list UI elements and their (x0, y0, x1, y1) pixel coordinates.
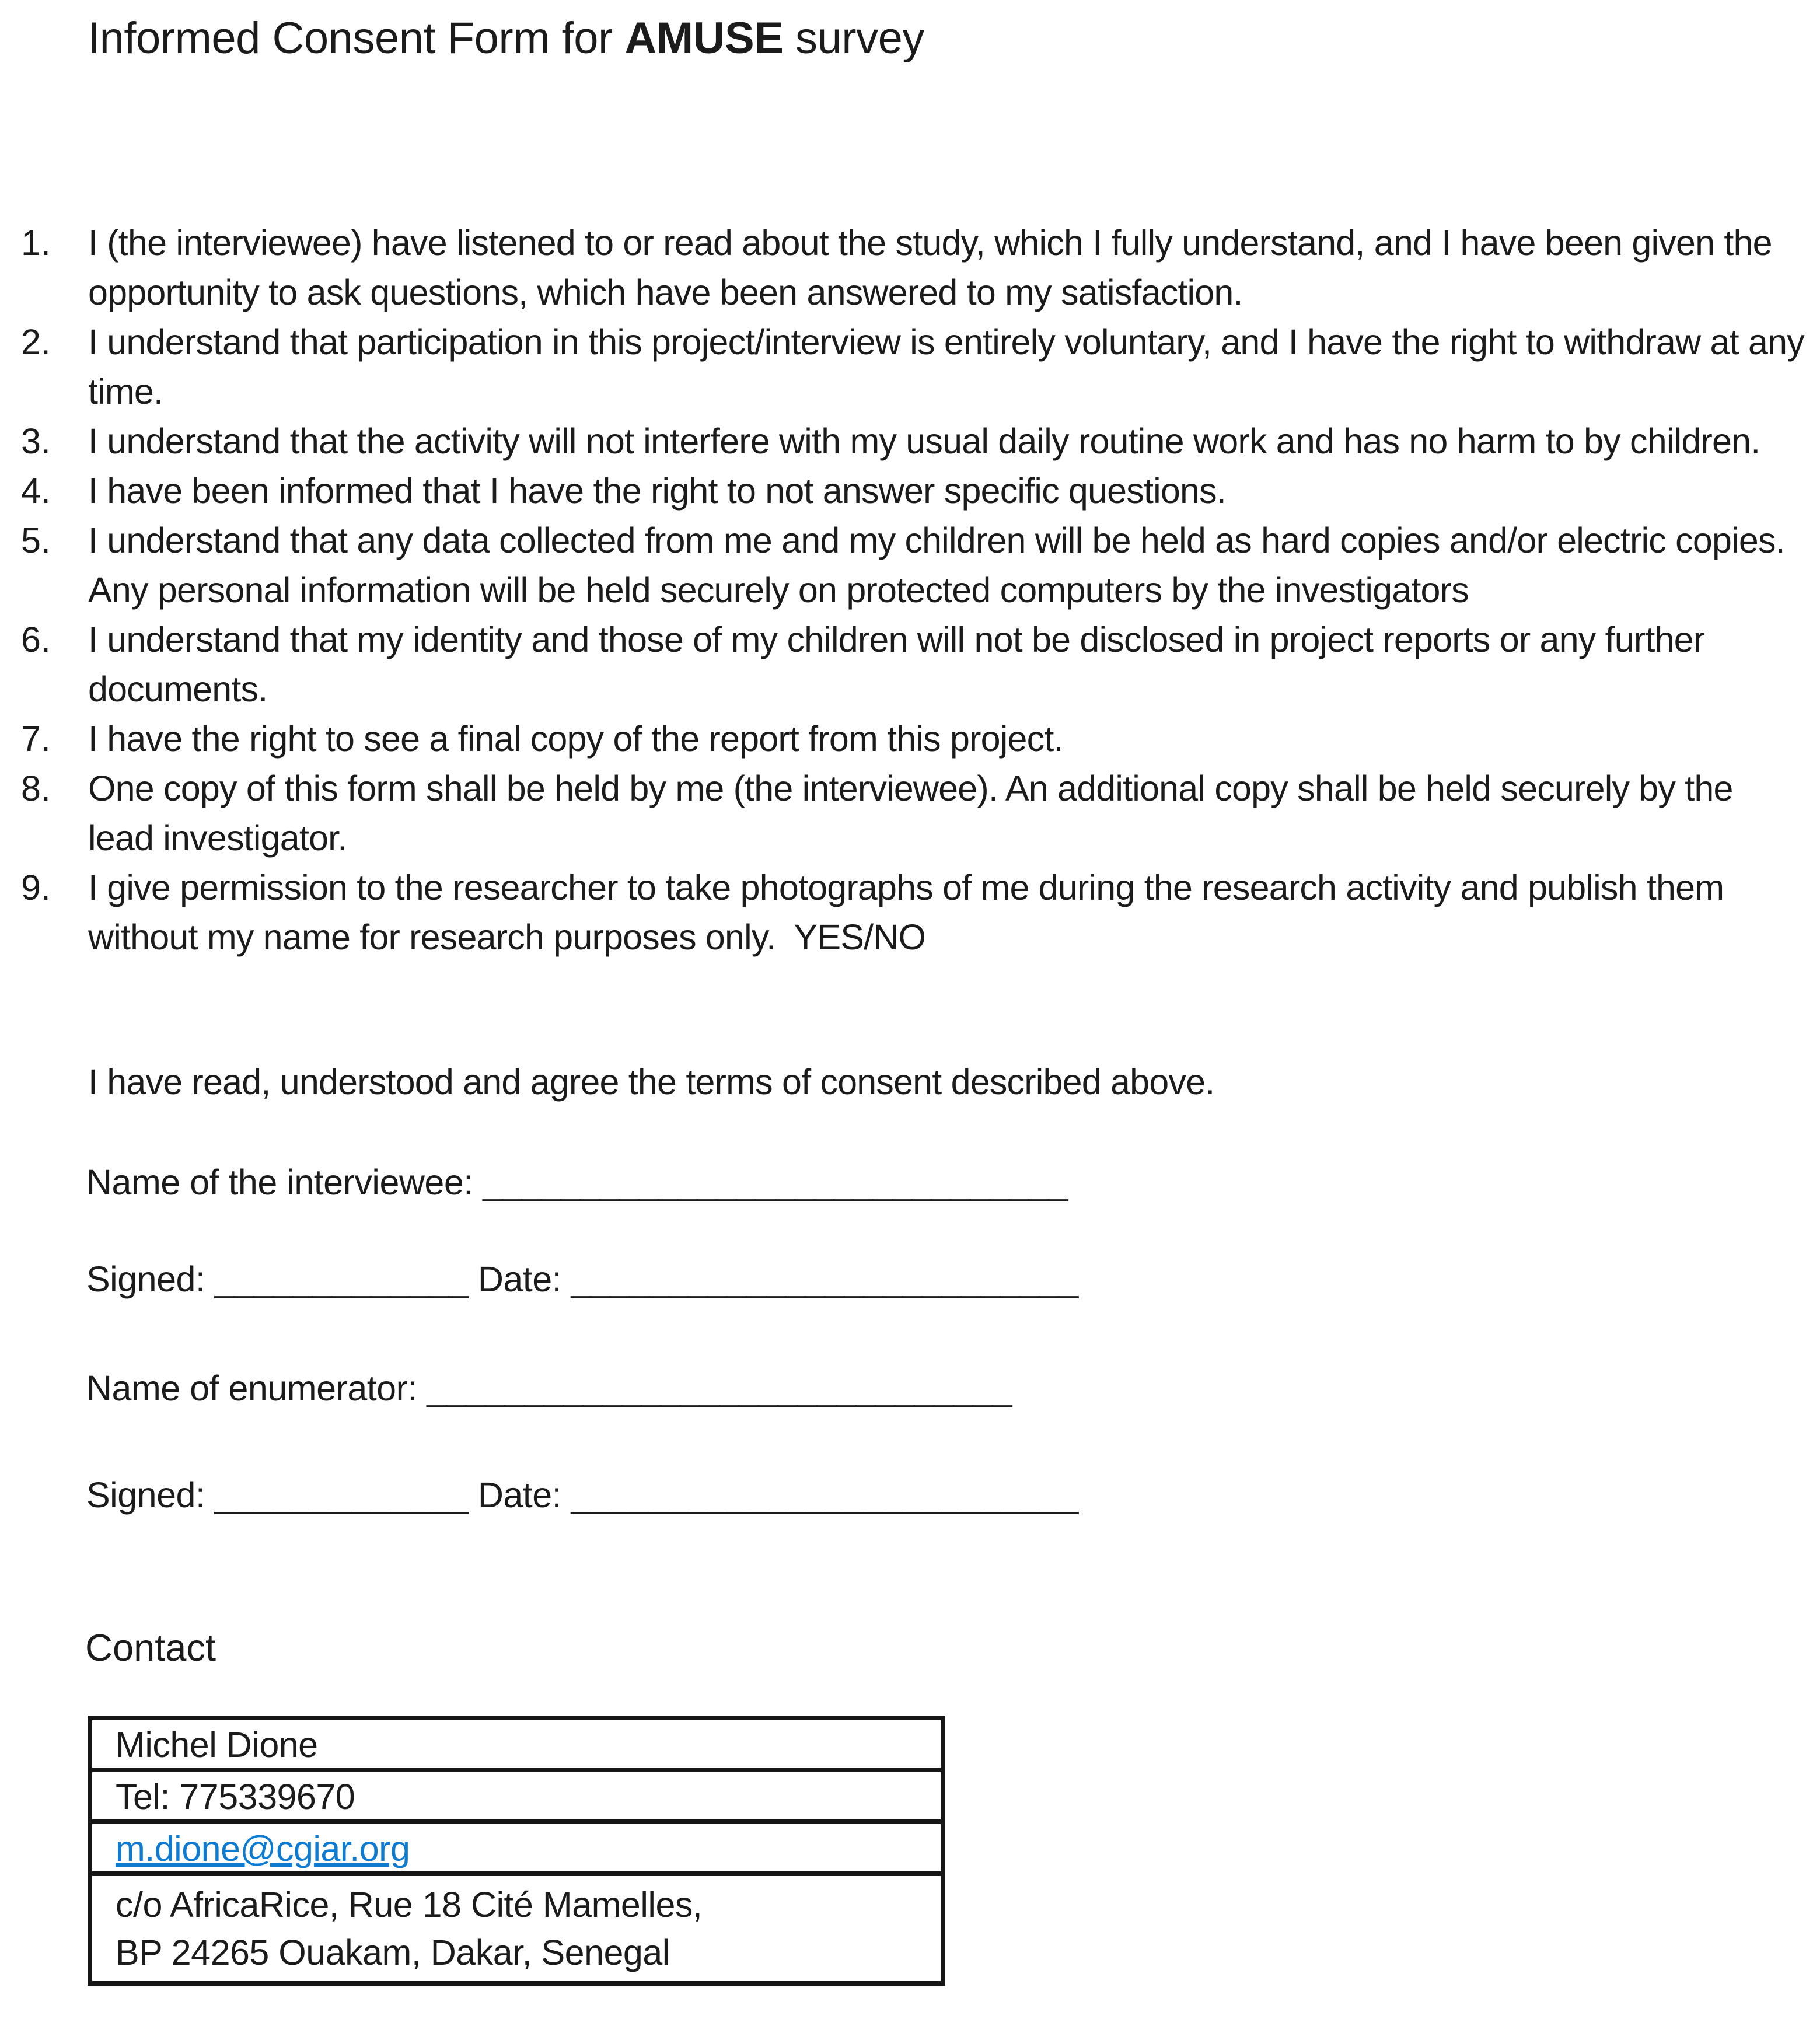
enumerator-name-row (86, 1364, 1012, 1413)
consent-item-3 (0, 417, 1820, 466)
consent-item-text: I understand that my identity and those of my children will not be disclosed in project reports or any further documents. (88, 620, 1714, 709)
interviewee-name-blank: ______________________________ (483, 1162, 1068, 1202)
consent-item-text: I give permission to the researcher to take photographs of me during the research activity and publish them without my name for research purposes only. YES/NO (88, 868, 1734, 957)
consent-item-number: 6. (21, 620, 51, 659)
contact-address-line-2: BP 24265 Ouakam, Dakar, Senegal (116, 1933, 670, 1972)
interviewee-date-blank: __________________________ (571, 1259, 1078, 1299)
contact-address-cell (92, 1871, 941, 1981)
date-label: Date: (477, 1259, 562, 1299)
consent-item-number: 9. (21, 868, 51, 907)
title-survey-acronym: AMUSE (624, 13, 784, 63)
consent-statement-list (0, 218, 1820, 962)
consent-item-number: 2. (21, 322, 51, 362)
consent-item-number: 5. (21, 521, 51, 560)
consent-item-number: 7. (21, 719, 51, 759)
agreement-statement: I have read, understood and agree the terms of consent described above. (88, 1062, 1215, 1102)
contact-table (88, 1716, 945, 1986)
consent-item-6 (0, 615, 1820, 714)
consent-item-1 (0, 218, 1820, 317)
date-label: Date: (477, 1475, 562, 1515)
signed-label: Signed: (86, 1475, 205, 1515)
consent-item-number: 3. (21, 421, 51, 461)
email-link[interactable]: m.dione@cgiar.org (116, 1829, 410, 1868)
consent-item-number: 8. (21, 769, 51, 808)
enumerator-signature-row (86, 1470, 1078, 1520)
enumerator-signed-blank: _____________ (214, 1475, 469, 1515)
consent-item-9 (0, 863, 1820, 962)
consent-item-text: I understand that participation in this project/interview is entirely voluntary, and I have the right to withdraw at any time. (88, 322, 1814, 411)
consent-item-text: I understand that the activity will not interfere with my usual daily routine work and has no harm to by children. (88, 421, 1760, 461)
contact-email-cell (92, 1819, 941, 1871)
consent-item-text: One copy of this form shall be held by me (the interviewee). An additional copy shall be held securely by the lead investigator. (88, 769, 1742, 858)
consent-item-text: I have the right to see a final copy of the report from this project. (88, 719, 1063, 759)
consent-item-text: I have been informed that I have the right to not answer specific questions. (88, 471, 1226, 511)
interviewee-name-label: Name of the interviewee: (86, 1162, 473, 1202)
consent-item-8 (0, 764, 1820, 863)
interviewee-signed-blank: _____________ (214, 1259, 469, 1299)
signed-label: Signed: (86, 1259, 205, 1299)
enumerator-name-blank: ______________________________ (427, 1368, 1012, 1408)
consent-item-4 (0, 466, 1820, 516)
interviewee-signature-row (86, 1255, 1078, 1304)
document-title (88, 9, 924, 68)
enumerator-date-blank: __________________________ (571, 1475, 1078, 1515)
consent-item-text: I (the interviewee) have listened to or read about the study, which I fully understand, and I have been given the opportunity to ask questions, which have been answered to my satisfaction. (88, 223, 1781, 312)
enumerator-name-label: Name of enumerator: (86, 1368, 417, 1408)
contact-name-cell: Michel Dione (116, 1725, 318, 1765)
consent-item-2 (0, 317, 1820, 417)
title-prefix: Informed Consent Form for (88, 13, 625, 63)
consent-item-number: 1. (21, 223, 51, 263)
consent-item-text: I understand that any data collected from me and my children will be held as hard copies and/or electric copies. Any personal information will be held securely on protected computers by the investigators (88, 521, 1793, 610)
contact-address-line-1: c/o AfricaRice, Rue 18 Cité Mamelles, (116, 1885, 703, 1924)
consent-item-7 (0, 714, 1820, 764)
contact-phone-cell: Tel: 775339670 (92, 1768, 941, 1819)
contact-heading: Contact (85, 1626, 216, 1669)
consent-item-5 (0, 516, 1820, 615)
interviewee-name-row (86, 1158, 1068, 1207)
consent-item-number: 4. (21, 471, 51, 511)
title-suffix: survey (783, 13, 924, 63)
